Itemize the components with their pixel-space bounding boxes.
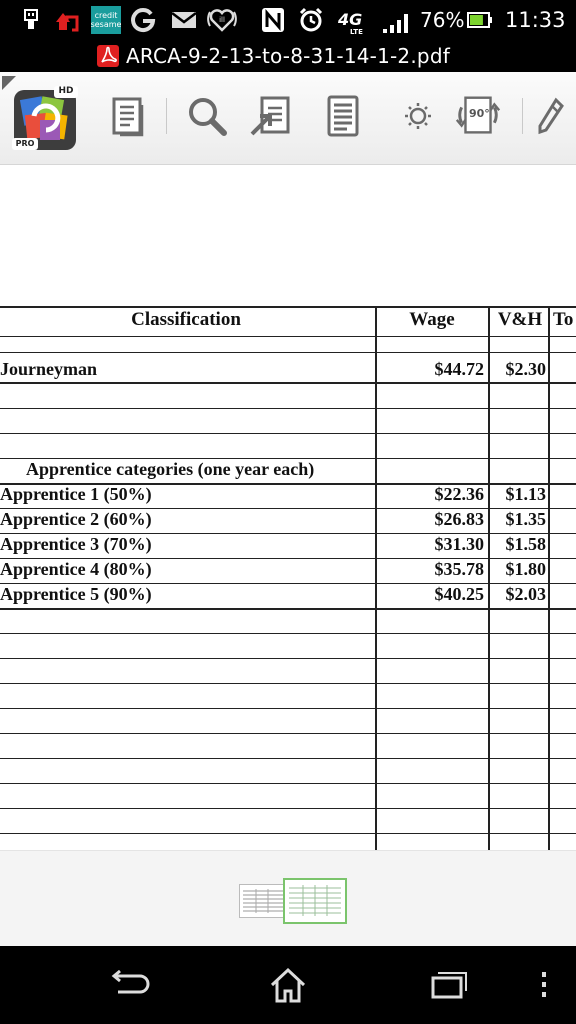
- credit-sesame-line1: credit: [94, 11, 118, 20]
- row-apprentice-4-vh: $1.80: [505, 559, 546, 579]
- row-apprentice-3-vh: $1.58: [505, 534, 546, 554]
- iheartradio-icon: [206, 6, 238, 34]
- row-apprentice-5-label: Apprentice 5 (90%): [0, 584, 152, 604]
- row-apprentice-1-wage: $22.36: [434, 484, 484, 504]
- column-divider: [488, 306, 490, 850]
- row-apprentice-3-wage: $31.30: [434, 534, 484, 554]
- toolbar: [0, 72, 576, 166]
- logo-badge-hd: HD: [58, 86, 74, 96]
- status-bar: [0, 0, 576, 40]
- header-wage: Wage: [409, 309, 455, 330]
- row-apprentice-4-label: Apprentice 4 (80%): [0, 559, 152, 579]
- rotate-button[interactable]: [452, 90, 504, 142]
- pdf-page: [0, 165, 576, 850]
- row-apprentice-5-vh: $2.03: [505, 584, 546, 604]
- recent-apps-button[interactable]: [418, 964, 478, 1006]
- day-night-icon: [386, 93, 436, 139]
- credit-sesame-line2: sesame: [90, 20, 122, 29]
- home-icon: [268, 967, 308, 1003]
- navigation-bar: [0, 946, 576, 1024]
- usb-debug-icon: [20, 6, 42, 34]
- signal-icon: [380, 6, 414, 34]
- nfc-icon: [259, 6, 287, 34]
- text-reflow-icon: [323, 94, 363, 138]
- row-apprentice-1-vh: $1.13: [505, 484, 546, 504]
- go-to-page-button[interactable]: [244, 90, 296, 142]
- document-filename: ARCA-9-2-13-to-8-31-14-1-2.pdf: [126, 44, 450, 68]
- back-icon: [106, 970, 150, 1000]
- row-apprentice-2-label: Apprentice 2 (60%): [0, 509, 152, 529]
- svg-text:ill: ill: [219, 16, 225, 24]
- battery-icon: [466, 6, 494, 34]
- pdf-icon: [97, 45, 119, 67]
- apprentice-categories-heading: Apprentice categories (one year each): [26, 459, 315, 479]
- header-vh: V&H: [497, 309, 543, 330]
- network-type: 4G: [338, 10, 363, 29]
- text-reflow-button[interactable]: [317, 90, 369, 142]
- gmail-icon: [170, 6, 198, 34]
- clock: 11:33: [505, 8, 566, 32]
- row-journeyman-wage: $44.72: [434, 359, 484, 379]
- toolbar-separator: [166, 98, 167, 134]
- day-night-button[interactable]: [385, 90, 437, 142]
- pages-icon: [108, 95, 150, 137]
- row-apprentice-3-label: Apprentice 3 (70%): [0, 534, 152, 554]
- column-divider: [548, 306, 550, 850]
- row-apprentice-4-wage: $35.78: [434, 559, 484, 579]
- row-journeyman-vh: $2.30: [505, 359, 546, 379]
- row-journeyman-label: Journeyman: [0, 359, 98, 379]
- search-icon: [185, 94, 229, 138]
- document-viewer[interactable]: [0, 165, 576, 850]
- credit-sesame-icon: [91, 6, 121, 34]
- app-logo[interactable]: [12, 86, 78, 152]
- row-apprentice-1-label: Apprentice 1 (50%): [0, 484, 152, 504]
- battery-percent: 76%: [420, 8, 465, 32]
- header-total: To: [553, 309, 574, 330]
- pages-button[interactable]: [103, 90, 155, 142]
- search-button[interactable]: [181, 90, 233, 142]
- home-button[interactable]: [258, 964, 318, 1006]
- row-apprentice-2-vh: $1.35: [505, 509, 546, 529]
- row-apprentice-2-wage: $26.83: [434, 509, 484, 529]
- recent-apps-icon: [428, 970, 468, 1000]
- annotate-button[interactable]: [528, 90, 572, 142]
- page-2-thumbnail[interactable]: [283, 878, 347, 924]
- go-to-page-icon: [248, 94, 292, 138]
- alarm-icon: [297, 6, 325, 34]
- back-button[interactable]: [98, 964, 158, 1006]
- title-bar: [0, 40, 576, 72]
- row-apprentice-5-wage: $40.25: [434, 584, 484, 604]
- overflow-menu-icon: [539, 970, 549, 1000]
- network-subtype: LTE: [350, 28, 363, 36]
- rotate-label: 90°: [469, 107, 490, 120]
- page-thumbnail-strip: [0, 850, 576, 947]
- annotate-pencil-icon: [534, 96, 566, 136]
- header-classification: Classification: [131, 309, 241, 330]
- upload-icon: [54, 6, 82, 34]
- overflow-menu-button[interactable]: [528, 964, 560, 1006]
- toolbar-separator: [522, 98, 523, 134]
- google-icon: [128, 6, 158, 34]
- column-divider: [375, 306, 377, 850]
- logo-badge-pro: PRO: [15, 139, 35, 148]
- page-1-thumbnail[interactable]: [239, 884, 287, 918]
